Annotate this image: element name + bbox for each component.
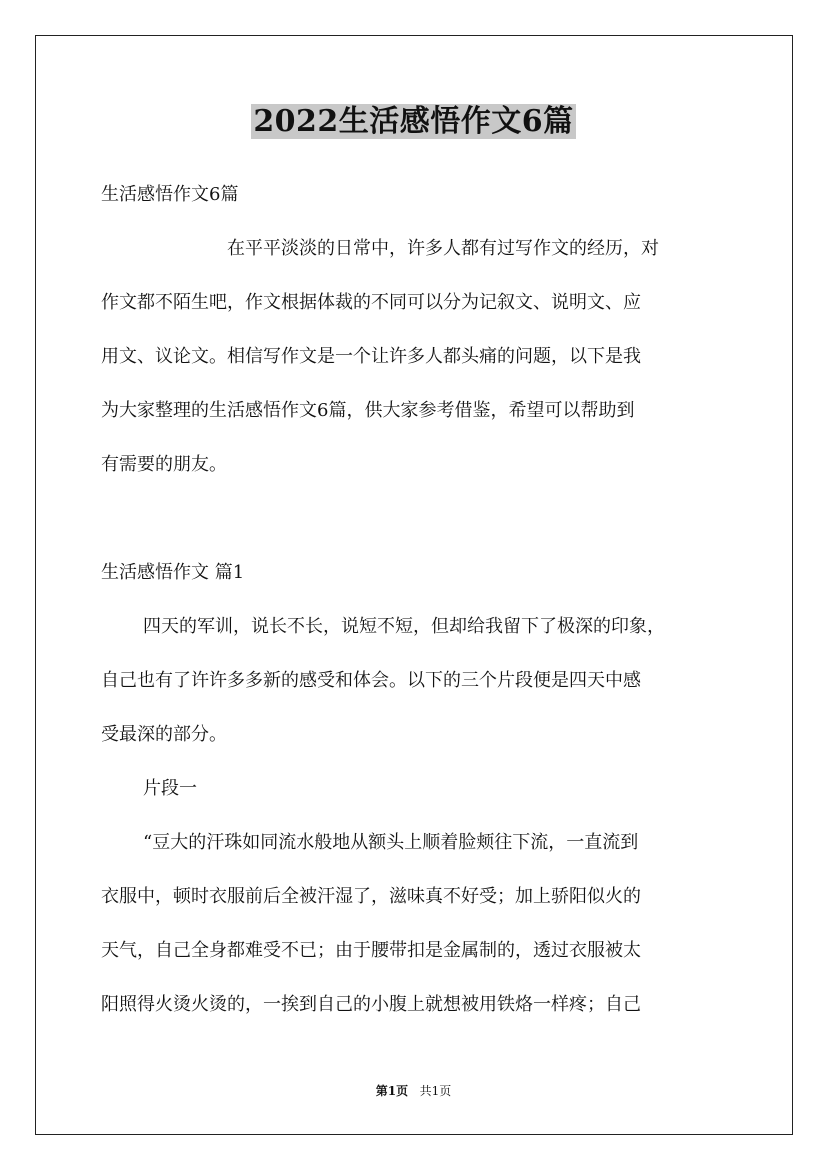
- intro-line-3: 用文、议论文。相信写作文是一个让许多人都头痛的问题，以下是我: [101, 346, 641, 367]
- section-paragraph-line-2: 自己也有了许许多多新的感受和体会。以下的三个片段便是四天中感: [101, 670, 641, 691]
- fragment-line-3: 天气，自己全身都难受不已；由于腰带扣是金属制的，透过衣服被太: [101, 940, 641, 961]
- section-paragraph-line-3: 受最深的部分。: [101, 724, 227, 745]
- intro-line-2: 作文都不陌生吧，作文根据体裁的不同可以分为记叙文、说明文、应: [101, 292, 641, 313]
- section-paragraph-line-1: 四天的军训，说长不长，说短不短，但却给我留下了极深的印象，: [143, 616, 665, 637]
- fragment-line-4: 阳照得火烫火烫的，一挨到自己的小腹上就想被用铁烙一样疼；自己: [101, 994, 641, 1015]
- intro-line-4: 为大家整理的生活感悟作文6篇，供大家参考借鉴，希望可以帮助到: [101, 400, 635, 421]
- fragment-line-1: “豆大的汗珠如同流水般地从额头上顺着脸颊往下流，一直流到: [143, 832, 639, 853]
- page-footer: [0, 1083, 827, 1099]
- section-heading: 生活感悟作文 篇1: [101, 562, 245, 583]
- intro-line-5: 有需要的朋友。: [101, 454, 227, 475]
- document-title-text: 2022生活感悟作文6篇: [253, 104, 574, 139]
- page-total: 共1页: [419, 1084, 452, 1098]
- page-number: 第1页: [375, 1084, 409, 1098]
- fragment-heading: 片段一: [143, 778, 197, 799]
- document-title: [0, 100, 827, 144]
- fragment-line-2: 衣服中，顿时衣服前后全被汗湿了，滋味真不好受；加上骄阳似火的: [101, 886, 641, 907]
- subtitle: 生活感悟作文6篇: [101, 184, 239, 205]
- intro-line-1: 在平平淡淡的日常中，许多人都有过写作文的经历，对: [227, 238, 659, 259]
